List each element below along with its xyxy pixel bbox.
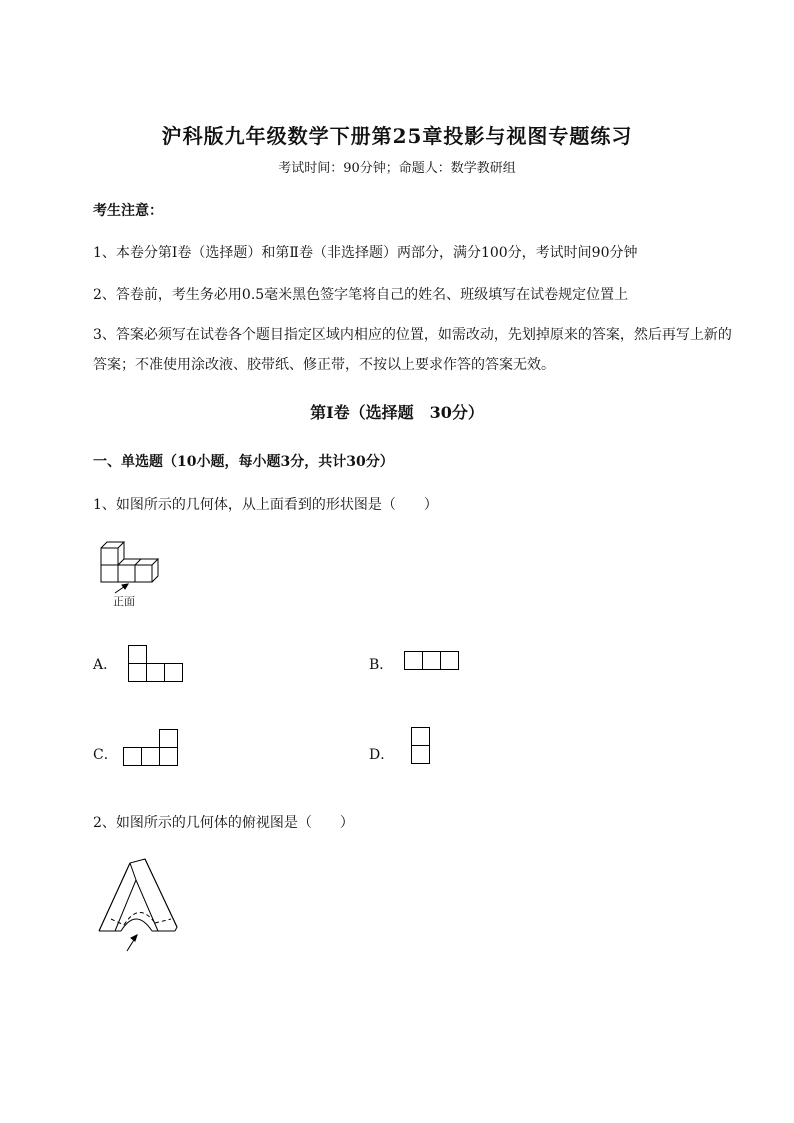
question-2-figure bbox=[95, 855, 190, 955]
part-heading: 一、单选题（10小题，每小题3分，共计30分） bbox=[93, 454, 394, 470]
option-a-label[interactable]: A． bbox=[93, 657, 118, 673]
question-2-stem: 2、如图所示的几何体的俯视图是（ ） bbox=[93, 815, 354, 831]
option-b-label[interactable]: B． bbox=[369, 657, 394, 673]
option-c-label[interactable]: C． bbox=[93, 747, 118, 763]
page-title: 沪科版九年级数学下册第25章投影与视图专题练习 bbox=[161, 124, 633, 148]
notice-item-2: 2、答卷前，考生务必用0.5毫米黑色签字笔将自己的姓名、班级填写在试卷规定位置上 bbox=[93, 287, 629, 303]
section-title: 第I卷（选择题 30分） bbox=[310, 403, 484, 422]
option-d-label[interactable]: D． bbox=[369, 747, 395, 763]
option-b-figure[interactable] bbox=[404, 651, 460, 671]
notice-heading: 考生注意： bbox=[93, 203, 163, 219]
notice-item-1: 1、本卷分第I卷（选择题）和第Ⅱ卷（非选择题）两部分，满分100分，考试时间90分钟 bbox=[93, 245, 638, 261]
question-1-stem: 1、如图所示的几何体，从上面看到的形状图是（ ） bbox=[93, 497, 438, 513]
option-a-figure[interactable] bbox=[128, 645, 184, 683]
figure-front-label: 正面 bbox=[113, 595, 135, 608]
notice-item-3: 3、答案必须写在试卷各个题目指定区域内相应的位置，如需改动，先划掉原来的答案，然后再写上新的答案；不准使用涂改液、胶带纸、修正带，不按以上要求作答的答案无效。 bbox=[93, 327, 732, 373]
option-c-figure[interactable] bbox=[123, 729, 179, 767]
exam-info: 考试时间：90分钟；命题人：数学教研组 bbox=[278, 161, 516, 176]
option-d-figure[interactable] bbox=[411, 727, 431, 765]
